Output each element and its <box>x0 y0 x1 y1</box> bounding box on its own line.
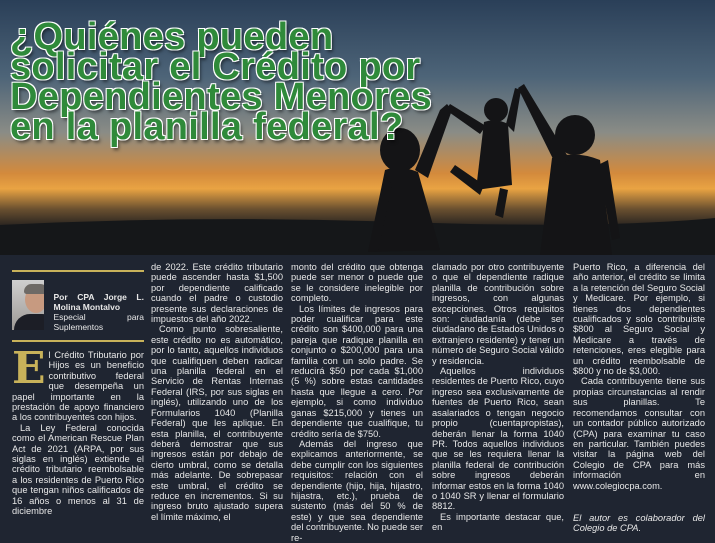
byline <box>12 280 144 332</box>
paragraph: Es importante destacar que, en <box>432 511 564 533</box>
author-role: Especial para Suplementos <box>53 312 144 332</box>
paragraph: clamado por otro contribuyente o que el dependiente radique planilla de contribución sobre ingresos, con algunas excepciones. Otros requisitos son: ciudadanía (debe ser ciudadano de Estados Unidos o extranjero residente) y tener un número de Seguro Social válido y residencia. <box>432 262 564 366</box>
paragraph: monto del crédito que obtenga puede ser menor o puede que se le considere inelegible por completo. <box>291 262 423 304</box>
article-column-1 <box>12 270 144 517</box>
paragraph: Aquellos individuos residentes de Puerto Rico, cuyo ingreso sea exclusivamente de fuentes de Puerto Rico, sean asalariados o tengan negocio propio (cuentapropistas), deberán llenar la forma 1040 PR. Todos aquellos individuos que se les requiera llenar la planilla federal de contribución sobre ingresos deberán informar estos en la forma 1040 o 1040 SR y llenar el formulario 8812. <box>432 366 564 512</box>
article-column-2 <box>151 262 283 522</box>
hero-photo-family-sunset <box>0 0 715 255</box>
paragraph: l Crédito Tributario por Hijos es un beneficio contributivo federal que desempeña un papel importante en la prestación de apoyo financiero a los contribuyentes con hijos. <box>12 350 144 423</box>
article-column-4 <box>432 262 564 533</box>
paragraph: Como punto sobresaliente, este crédito no es automático, por lo tanto, aquellos individuos que cualifiquen deben radicar una planilla federal en el Servicio de Rentas Internas Federal (IRS, por sus siglas en inglés), utilizando uno de los Formularios 1040 (Planilla Federal) que les aplique. En esta planilla, el contribuyente deberá demostrar que sus ingresos están por debajo de cierto umbral, como se detalla más adelante. De sobrepasar este umbral, el crédito se reduce en incrementos. Si su ingreso bruto ajustado supera el límite máximo, el <box>151 324 283 522</box>
headline: ¿Quiénes pueden solicitar el Crédito por Dependientes Menores en la planilla federal? <box>10 16 432 148</box>
divider <box>12 270 144 272</box>
article-column-3 <box>291 262 423 543</box>
divider <box>12 340 144 342</box>
author-name: Por CPA Jorge L. Molina Montalvo <box>53 292 144 312</box>
drop-cap: E <box>12 343 46 394</box>
paragraph: Además del ingreso que explicamos anteriormente, se debe cumplir con los siguientes requisitos: relación con el dependiente (hijo, hija, hijastro, hijastra, etc.), prueba de sustento (más del 50 % de este) y que sea dependiente del contribuyente. No puede ser re- <box>291 438 423 543</box>
paragraph: La Ley Federal conocida como el American Rescue Plan Act de 2021 (ARPA, por sus siglas en inglés) extiende el crédito tributario reembolsable a los residentes de Puerto Rico que tengan niños calificados de 16 años o menos al 31 de diciembre <box>12 422 144 517</box>
paragraph: Los límites de ingresos para poder cualificar para este crédito son $400,000 para una pareja que radique planilla en conjunto o $200,000 para una familia con un solo padre. Se reducirá $50 por cada $1,000 (5 %) sobre estas cantidades hasta que llegue a cero. Por ejemplo, si como individuo ganas $215,000 y tienes un dependiente que cualifique, tu crédito sería de $750. <box>291 303 423 439</box>
paragraph: de 2022. Este crédito tributario puede ascender hasta $1,500 por dependiente calificado cuando el padre o custodio presente sus declaraciones de impuestos del año 2022. <box>151 262 283 325</box>
author-note: El autor es colaborador del Colegio de CPA. <box>573 512 705 534</box>
author-photo <box>12 280 44 330</box>
paragraph: Puerto Rico, a diferencia del año anterior, el crédito se limita a la retención del Seguro Social y Medicare. Por ejemplo, si tienes dos dependientes cualificados y solo contribuiste $800 al Seguro Social y Medicare a través de retenciones, eres elegible para un crédito reembolsable de $800 y no de $3,000. <box>573 262 705 377</box>
article-column-5 <box>573 262 705 534</box>
paragraph: Cada contribuyente tiene sus propias circunstancias al rendir sus planillas. Te recomendamos consultar con un contador público autorizado (CPA) para examinar tu caso en particular. También puedes visitar la página web del Colegio de CPA para más información en www.colegiocpa.com. <box>573 376 705 491</box>
